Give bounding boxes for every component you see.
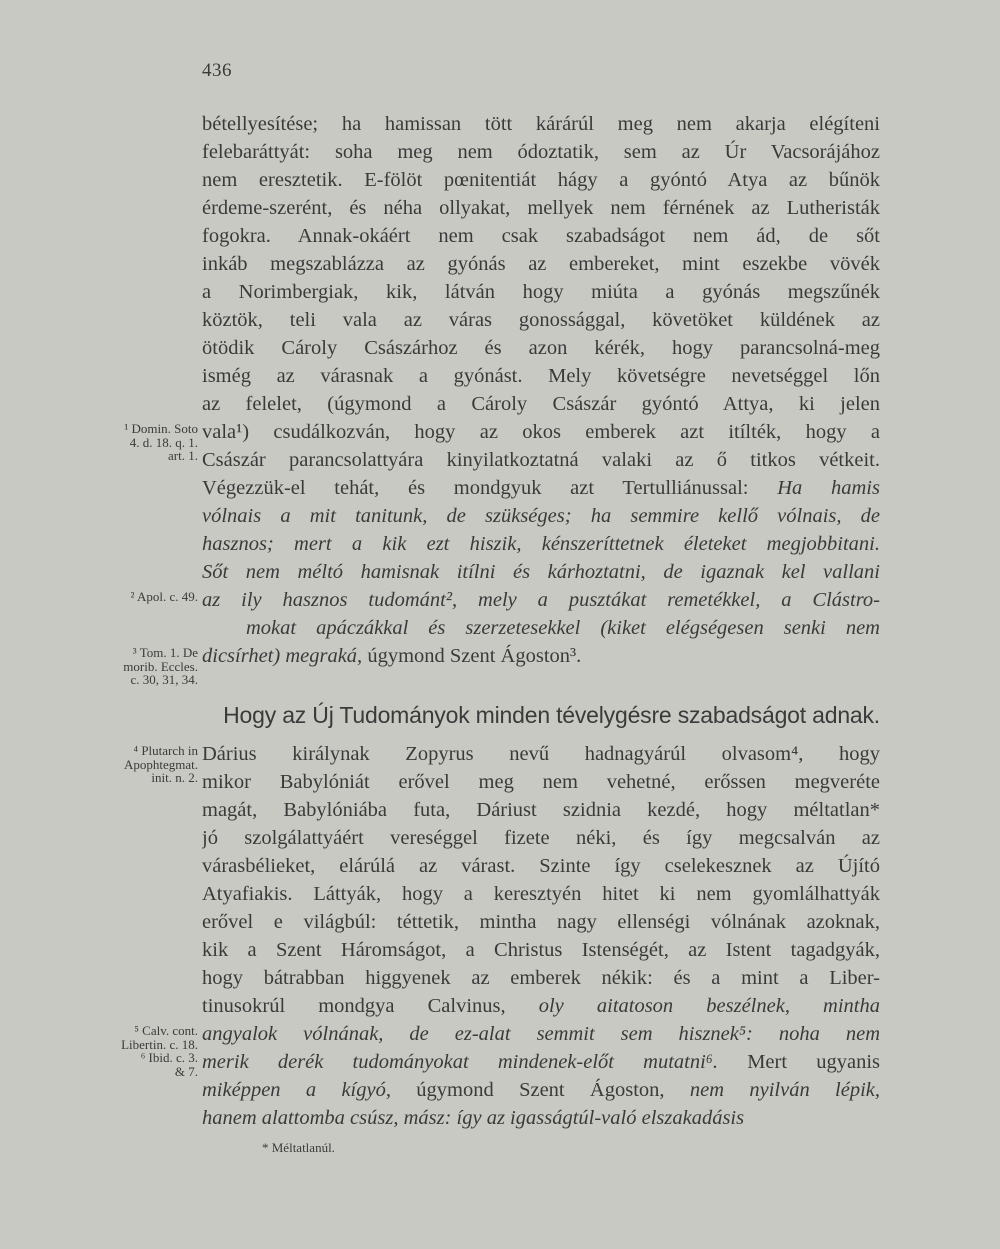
- text-span: vala¹) csudálkozván, hogy az okos emberek azt itílték, hogy a: [202, 421, 880, 443]
- text-line: [202, 110, 880, 138]
- text-span: mikor Babylóniát erővel meg nem vehetné, erőssen megveréte: [202, 771, 880, 793]
- text-line: [202, 194, 880, 222]
- text-line: [202, 796, 880, 824]
- text-line: [202, 362, 880, 390]
- italic-text: miképpen a kígyó,: [202, 1079, 391, 1101]
- margin-note-line: & 7.: [174, 1063, 198, 1079]
- text-line: [202, 586, 880, 614]
- margin-note: [124, 744, 198, 785]
- text-line: [202, 222, 880, 250]
- text-line: [202, 740, 880, 768]
- text-line: [202, 880, 880, 908]
- text-span: hogy bátrabban higgyenek az emberek nékik: és a mint a Liber-: [202, 967, 880, 989]
- margin-note-line: init. n. 2.: [151, 770, 198, 785]
- margin-note-line: art. 1.: [168, 448, 198, 463]
- text-span: erővel e világbúl: téttetik, mintha nagy ellenségi vólnának azoknak,: [202, 911, 880, 933]
- margin-note-line: ³ Tom. 1. De: [132, 645, 198, 660]
- margin-note-line: morib. Eccles.: [123, 658, 198, 674]
- margin-note: [131, 590, 198, 604]
- text-line: [202, 334, 880, 362]
- text-line: [202, 768, 880, 796]
- margin-note-line: Apophtegmat.: [123, 756, 198, 772]
- paragraph-2: [202, 740, 880, 1132]
- text-span: bétellyesítése; ha hamissan tött kárárúl meg nem akarja elégíteni: [202, 113, 880, 135]
- italic-text: oly aitatoson beszélnek, mintha: [538, 995, 880, 1017]
- text-span: Dárius királynak Zopyrus nevű hadnagyárúl olvasom⁴, hogy: [202, 743, 880, 765]
- text-line: [202, 964, 880, 992]
- italic-text: hasznos; mert a kik ezt hiszik, kénszeríttetnek életeket megjobbitani.: [202, 533, 880, 555]
- text-span: jó szolgálattyáért vereséggel fizete néki, és így megcsalván az: [202, 827, 880, 849]
- text-span: inkáb megszablázza az gyónás az embereket, mint eszekbe vövék: [202, 253, 880, 275]
- text-line: [202, 418, 880, 446]
- margin-note-line: ² Apol. c. 49.: [130, 589, 198, 604]
- text-line: [202, 1076, 880, 1104]
- page-footnote: * Méltatlanúl.: [262, 1140, 335, 1155]
- text-line: [202, 614, 880, 642]
- italic-text: mokat apáczákkal és szerzetesekkel (kiket elégségesen senki nem: [246, 617, 880, 639]
- text-span: tinusokrúl mondgya Calvinus,: [202, 995, 539, 1017]
- text-line: [202, 992, 880, 1020]
- text-span: Végezzük-el tehát, és mondgyuk azt Tertulliánussal:: [202, 477, 778, 499]
- text-line: [202, 642, 880, 670]
- text-line: [202, 306, 880, 334]
- text-line: [202, 530, 880, 558]
- text-line: [202, 1048, 880, 1076]
- italic-text: merik derék tudományokat mindenek-előt mutatni⁶.: [202, 1051, 719, 1073]
- text-span: ismég az várasnak a gyónást. Mely követségre nevetséggel lőn: [202, 365, 880, 387]
- paragraph-1: [202, 110, 880, 670]
- text-line: [202, 474, 880, 502]
- text-line: [202, 936, 880, 964]
- margin-note: [124, 422, 198, 463]
- margin-note-line: ¹ Domin. Soto: [124, 421, 198, 436]
- text-line: [202, 446, 880, 474]
- margin-note-line: ⁵ Calv. cont.: [134, 1023, 198, 1038]
- section-heading: Hogy az Új Tudományok minden tévelygésre szabadságot adnak.: [223, 702, 880, 728]
- italic-text: nem nyilván lépik,: [689, 1079, 880, 1101]
- text-line: [202, 1020, 880, 1048]
- text-span: magát, Babylóniába futa, Dáriust szidnia kezdé, hogy méltatlan*: [202, 799, 880, 821]
- text-line: [202, 138, 880, 166]
- text-line: [202, 278, 880, 306]
- text-span: Császár parancsolattyára kinyilatkoztatná valaki az ő titkos vétkeit.: [202, 449, 880, 471]
- italic-text: Sőt nem méltó hamisnak itílni és kárhoztatni, de igaznak kel vallani: [202, 561, 880, 583]
- margin-note-line: ⁶ Ibid. c. 3.: [140, 1050, 198, 1065]
- text-span: érdeme-szerént, és néha ollyakat, mellyek nem férnének az Lutheristák: [202, 197, 880, 219]
- margin-note-line: c. 30, 31, 34.: [130, 672, 198, 687]
- text-line: [202, 390, 880, 418]
- text-span: Mert ugyanis: [718, 1051, 880, 1073]
- text-line: [202, 1104, 880, 1132]
- text-line: [202, 250, 880, 278]
- italic-text: angyalok vólnának, de ez-alat semmit sem hisznek⁵: noha nem: [202, 1023, 880, 1045]
- text-span: ötödik Cároly Császárhoz és azon kérék, hogy parancsolná-meg: [202, 337, 880, 359]
- margin-note: [123, 646, 198, 687]
- italic-text: az ily hasznos tudománt², mely a pusztákat remetékkel, a Clástro-: [202, 589, 880, 611]
- text-span: az felelet, (úgymond a Cároly Császár gyóntó Attya, ki jelen: [202, 393, 880, 415]
- text-line: [202, 852, 880, 880]
- text-span: várasbélieket, elárúlá az várast. Szinte így cselekesznek az Újító: [202, 855, 880, 877]
- margin-note: [121, 1024, 198, 1078]
- text-line: [202, 502, 880, 530]
- italic-text: hanem alattomba csúsz, mász: így az igasságtúl-való elszakadásis: [202, 1107, 745, 1129]
- italic-text: vólnais a mit tanitunk, de szükséges; ha semmire kellő vólnais, de: [202, 505, 880, 527]
- text-span: köztök, teli vala az váras gonossággal, követöket küldének az: [202, 309, 880, 331]
- text-span: Atyafiakis. Láttyák, hogy a keresztyén hitet ki nem gyomlálhattyák: [202, 883, 880, 905]
- italic-text: Ha hamis: [777, 477, 880, 499]
- text-line: [202, 824, 880, 852]
- text-line: [202, 908, 880, 936]
- text-span: felebaráttyát: soha meg nem ódoztatik, sem az Úr Vacsorájához: [202, 141, 880, 163]
- page-number: 436: [202, 60, 232, 81]
- text-span: a Norimbergiak, kik, látván hogy miúta a gyónás megszűnék: [202, 281, 880, 303]
- text-span: fogokra. Annak-okáért nem csak szabadságot nem ád, de sőt: [202, 225, 880, 247]
- italic-text: dicsírhet) megraká,: [202, 645, 363, 667]
- text-line: [202, 166, 880, 194]
- text-span: úgymond Szent Ágoston,: [390, 1079, 690, 1101]
- margin-note-line: 4. d. 18. q. 1.: [129, 434, 198, 450]
- text-span: nem eresztetik. E-fölöt pœnitentiát hágy a gyóntó Atya az bűnök: [202, 169, 880, 191]
- text-line: [202, 558, 880, 586]
- text-span: úgymond Szent Ágoston³.: [362, 645, 582, 667]
- margin-note-line: Libertin. c. 18.: [121, 1036, 198, 1052]
- margin-note-line: ⁴ Plutarch in: [133, 743, 198, 758]
- text-span: kik a Szent Háromságot, a Christus Istenségét, az Istent tagadgyák,: [202, 939, 880, 961]
